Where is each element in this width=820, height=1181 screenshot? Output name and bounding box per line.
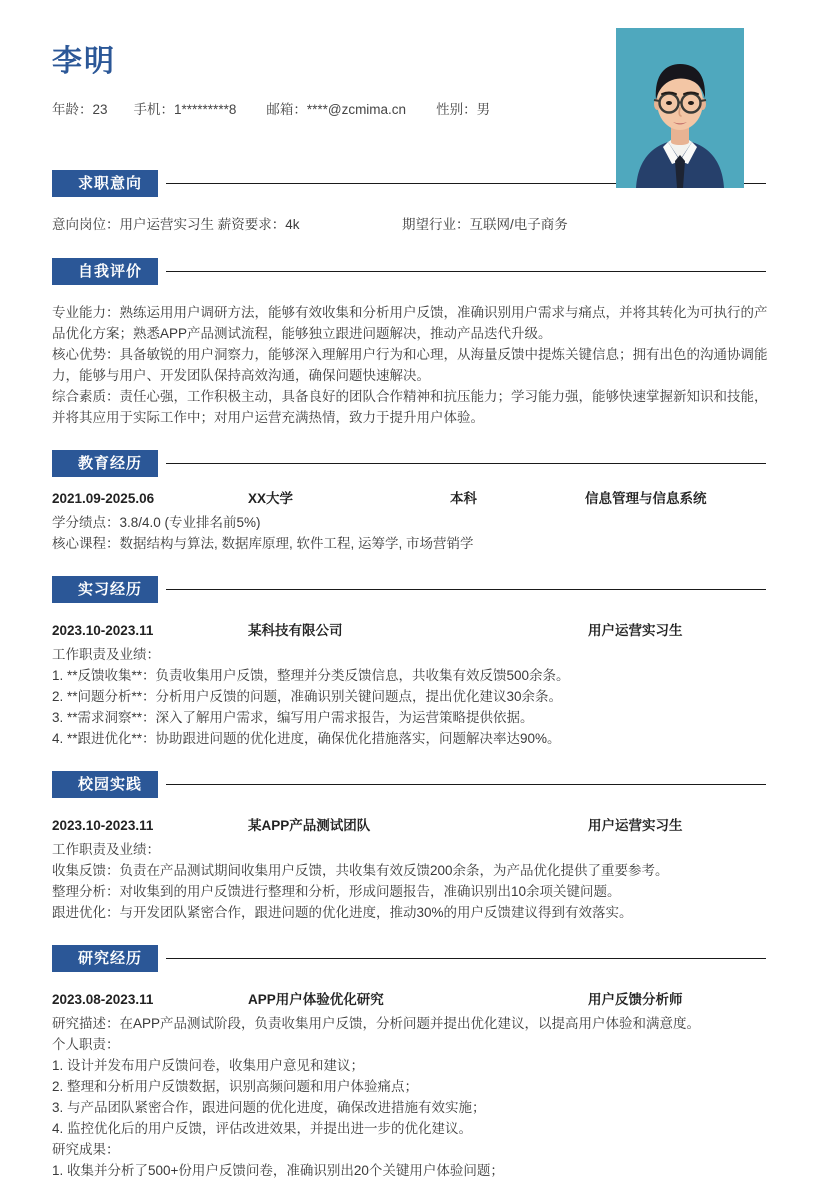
campus-item: 收集反馈：负责在产品测试期间收集用户反馈，共收集有效反馈200余条，为产品优化提供了重要参考。 <box>52 863 669 878</box>
contact-age-value: 23 <box>92 102 108 117</box>
intent-position-label: 意向岗位： <box>52 217 120 232</box>
spacer <box>0 428 820 450</box>
education-school: XX大学 <box>248 491 294 506</box>
internship-item: 2. **问题分析**：分析用户反馈的问题，准确识别关键问题点，提出优化建议30余条。 <box>52 689 563 704</box>
candidate-photo <box>616 28 744 188</box>
section-header-internship <box>52 576 770 603</box>
contact-email-label: 邮箱： <box>266 102 307 117</box>
internship-date: 2023.10-2023.11 <box>52 623 154 638</box>
contact-gender-value: 男 <box>476 102 491 117</box>
intent-row <box>52 214 770 236</box>
spacer <box>0 798 820 815</box>
campus-item: 跟进优化：与开发团队紧密合作，跟进问题的优化进度，推动30%的用户反馈建议得到有效落实。 <box>52 905 633 920</box>
internship-item: 3. **需求洞察**：深入了解用户需求，编写用户需求报告，为运营策略提供依据。 <box>52 710 534 725</box>
intent-salary-value: 4k <box>285 217 300 232</box>
campus-subtitle: 工作职责及业绩： <box>52 842 160 857</box>
research-duty: 2. 整理和分析用户反馈数据，识别高频问题和用户体验痛点； <box>52 1079 419 1094</box>
internship-row <box>52 620 770 642</box>
section-title-intent: 求职意向 <box>52 170 158 197</box>
spacer <box>0 554 820 576</box>
research-duty: 3. 与产品团队紧密合作，跟进问题的优化进度，确保改进措施有效实施； <box>52 1100 486 1115</box>
research-duties-label: 个人职责： <box>52 1037 120 1052</box>
spacer <box>0 923 820 945</box>
section-rule <box>166 589 766 590</box>
spacer <box>0 477 820 488</box>
section-title-campus: 校园实践 <box>52 771 158 798</box>
contact-gender <box>436 98 490 118</box>
education-detail: 学分绩点：3.8/4.0 (专业排名前5%) <box>52 515 261 530</box>
spacer <box>0 749 820 771</box>
contact-email <box>266 98 406 118</box>
contact-phone-label: 手机： <box>133 102 175 117</box>
self-eval-paragraph: 综合素质：责任心强，工作积极主动，具备良好的团队合作精神和抗压能力；学习能力强，能够快速掌握新知识和技能，并将其应用于实际工作中；对用户运营充满热情，致力于提升用户体验。 <box>52 389 768 425</box>
contact-age <box>52 98 108 118</box>
portrait-illustration <box>616 28 744 188</box>
section-body-self-eval <box>52 302 770 428</box>
spacer <box>0 285 820 302</box>
campus-role: 用户运营实习生 <box>588 818 683 833</box>
section-header-self-eval <box>52 258 770 285</box>
intent-industry-label: 期望行业： <box>402 217 470 232</box>
education-degree: 本科 <box>450 491 477 506</box>
spacer <box>0 603 820 620</box>
research-role: 用户反馈分析师 <box>588 992 683 1007</box>
research-result: 1. 收集并分析了500+份用户反馈问卷，准确识别出20个关键用户体验问题； <box>52 1163 504 1178</box>
resume-header <box>0 0 820 170</box>
section-header-education <box>52 450 770 477</box>
section-body-education <box>52 488 770 554</box>
internship-subtitle: 工作职责及业绩： <box>52 647 160 662</box>
research-duty: 1. 设计并发布用户反馈问卷，收集用户意见和建议； <box>52 1058 365 1073</box>
education-detail: 核心课程：数据结构与算法, 数据库原理, 软件工程, 运筹学, 市场营销学 <box>52 536 474 551</box>
contact-phone <box>134 98 237 118</box>
spacer <box>0 236 820 258</box>
intent-position-salary <box>52 214 402 236</box>
contact-phone-value: 1*********8 <box>174 102 237 117</box>
spacer <box>0 197 820 214</box>
section-rule <box>166 958 766 959</box>
contact-age-label: 年龄： <box>52 102 93 117</box>
intent-salary-label: 薪资要求： <box>217 217 286 232</box>
intent-position-value: 用户运营实习生 <box>119 217 214 232</box>
section-rule <box>166 784 766 785</box>
section-title-education: 教育经历 <box>52 450 158 477</box>
intent-industry <box>402 214 770 236</box>
research-results-label: 研究成果： <box>52 1142 120 1157</box>
section-body-internship <box>52 620 770 749</box>
education-row <box>52 488 770 510</box>
internship-item: 1. **反馈收集**：负责收集用户反馈，整理并分类反馈信息，共收集有效反馈500余条。 <box>52 668 570 683</box>
education-date: 2021.09-2025.06 <box>52 491 155 506</box>
spacer <box>0 972 820 989</box>
campus-org: 某APP产品测试团队 <box>248 818 371 833</box>
section-title-internship: 实习经历 <box>52 576 158 603</box>
internship-org: 某科技有限公司 <box>248 623 343 638</box>
internship-item: 4. **跟进优化**：协助跟进问题的优化进度，确保优化措施落实，问题解决率达90%。 <box>52 731 561 746</box>
self-eval-paragraph: 专业能力：熟练运用用户调研方法，能够有效收集和分析用户反馈，准确识别用户需求与痛点，并将其转化为可执行的产品优化方案；熟悉APP产品测试流程，能够独立跟进问题解决，推动产品迭代升级。 <box>52 305 768 341</box>
section-body-research <box>52 989 770 1181</box>
campus-row <box>52 815 770 837</box>
contact-gender-label: 性别： <box>436 102 477 117</box>
section-rule <box>166 463 766 464</box>
internship-role: 用户运营实习生 <box>588 623 683 638</box>
research-date: 2023.08-2023.11 <box>52 992 154 1007</box>
section-header-campus <box>52 771 770 798</box>
section-title-self-eval: 自我评价 <box>52 258 158 285</box>
research-topic: APP用户体验优化研究 <box>248 992 384 1007</box>
section-header-research <box>52 945 770 972</box>
section-rule <box>166 271 766 272</box>
research-description: 研究描述：在APP产品测试阶段，负责收集用户反馈，分析问题并提出优化建议，以提高用户体验和满意度。 <box>52 1016 701 1031</box>
education-major: 信息管理与信息系统 <box>585 491 707 506</box>
research-row <box>52 989 770 1011</box>
intent-industry-value: 互联网/电子商务 <box>469 217 568 232</box>
self-eval-paragraph: 核心优势：具备敏锐的用户洞察力，能够深入理解用户行为和心理，从海量反馈中提炼关键信息；拥有出色的沟通协调能力，能够与用户、开发团队保持高效沟通，确保问题快速解决。 <box>52 347 768 383</box>
research-duty: 4. 监控优化后的用户反馈，评估改进效果，并提出进一步的优化建议。 <box>52 1121 473 1136</box>
campus-item: 整理分析：对收集到的用户反馈进行整理和分析，形成问题报告，准确识别出10余项关键问题。 <box>52 884 621 899</box>
section-title-research: 研究经历 <box>52 945 158 972</box>
candidate-name: 李明 <box>52 45 116 78</box>
section-body-campus <box>52 815 770 923</box>
campus-date: 2023.10-2023.11 <box>52 818 154 833</box>
contact-email-value: ****@zcmima.cn <box>306 102 407 117</box>
section-body-intent <box>52 214 770 236</box>
